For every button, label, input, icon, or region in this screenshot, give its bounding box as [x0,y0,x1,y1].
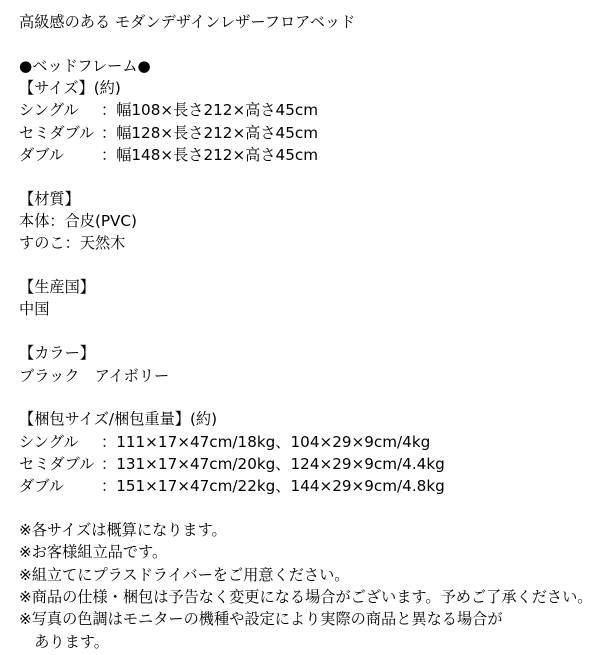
size-heading: 【サイズ】(約) [19,79,121,98]
material-heading: 【材質】 [19,189,80,208]
package-heading: 【梱包サイズ/梱包重量】(約) [19,410,218,429]
material-slats: すのこ：天然木 [19,234,126,253]
package-row-double [19,475,594,497]
size-value: ：幅128×長さ212×高さ45cm [101,123,319,142]
spacer [19,33,594,55]
spacer [19,166,594,188]
product-spec-document [19,11,594,653]
package-row-semi-double [19,453,594,475]
color-heading: 【カラー】 [19,344,95,363]
color-value: ブラック アイボリー [19,366,170,385]
size-row-single [19,99,594,121]
package-size-name: セミダブル [19,454,95,473]
origin-heading: 【生産国】 [19,278,95,297]
product-title: 高級感のある モダンデザインレザーフロアベッド [19,13,356,31]
size-name: シングル [19,101,79,120]
size-name: セミダブル [19,123,95,142]
note-line: ※各サイズは概算になります。 [19,521,227,540]
spacer [19,321,594,343]
bed-frame-heading: ●ベッドフレーム● [19,56,151,75]
size-row-double [19,144,594,166]
note-line: ※商品の仕様・梱包は予告なく変更になる場合がございます。予めご了承ください。 [19,587,593,606]
spacer [19,498,594,520]
package-size-value: ：111×17×47cm/18kg、104×29×9cm/4kg [101,432,431,451]
size-value: ：幅108×長さ212×高さ45cm [101,101,319,120]
note-line: ※写真の色調はモニターの機種や設定により実際の商品と異なる場合が [19,610,503,629]
spacer [19,255,594,277]
package-size-name: シングル [19,432,79,451]
package-size-value: ：131×17×47cm/20kg、124×29×9cm/4.4kg [101,454,445,473]
note-line: あります。 [19,632,109,651]
size-name: ダブル [19,145,64,164]
origin-value: 中国 [19,300,50,319]
package-size-value: ：151×17×47cm/22kg、144×29×9cm/4.8kg [101,477,445,496]
size-value: ：幅148×長さ212×高さ45cm [101,145,319,164]
size-row-semi-double [19,122,594,144]
package-row-single [19,431,594,453]
note-line: ※組立てにプラスドライバーをご用意ください。 [19,565,350,584]
package-size-name: ダブル [19,477,64,496]
spacer [19,387,594,409]
note-line: ※お客様組立品です。 [19,543,168,562]
material-body: 本体：合皮(PVC) [19,212,137,231]
